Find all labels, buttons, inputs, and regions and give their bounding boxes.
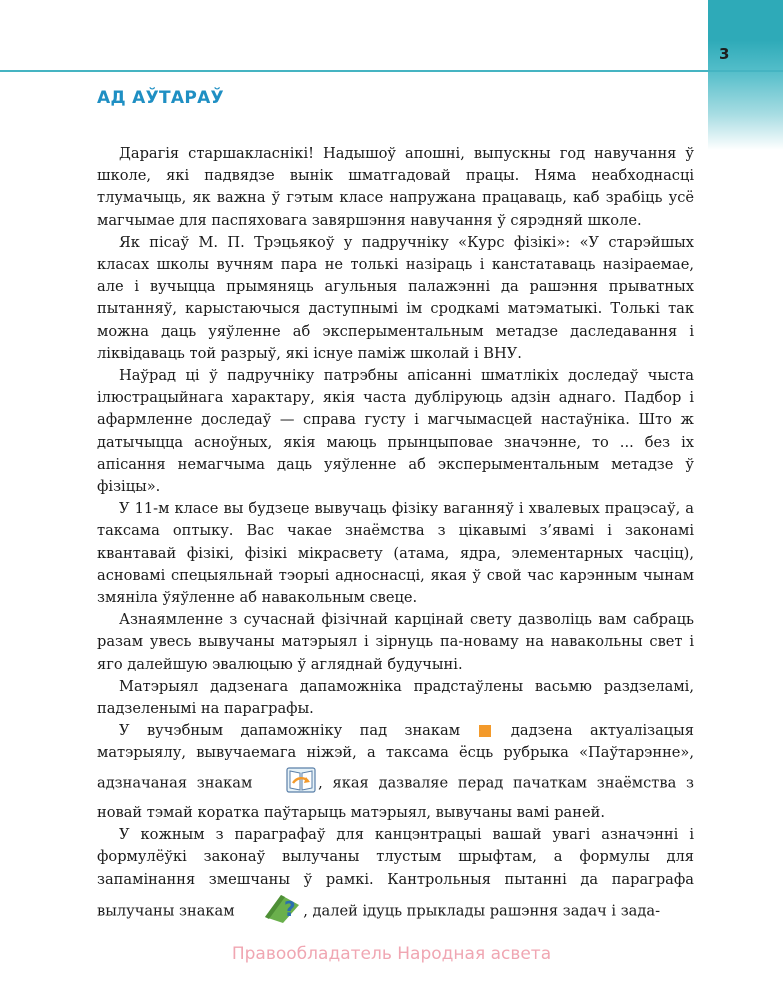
paragraph-4: У 11-м класе вы будзеце вывучаць фізіку ваганняў і хвалевых працэсаў, а таксама оптыку. Вас чакае знаёмства з цікавымі з’явамі і законамі квантавай фізікі, фізікі мікрасвету (атама, ядра, элементарных часціц), асновамі спецыяльнай тэорыі адноснасці, якая ў свой час карэнным чынам змяніла ўяўленне аб навакольным свеце.: [97, 500, 694, 607]
paragraph-7-part-a: У вучэбным дапаможніку пад знакам: [119, 722, 461, 740]
header-rule: [0, 70, 783, 72]
svg-text:?: ?: [284, 896, 296, 921]
page-title: АД АЎТАРАЎ: [97, 88, 224, 108]
book-arrow-icon: [262, 765, 318, 802]
page-number: 3: [719, 45, 730, 63]
paragraph-2: Як пісаў М. П. Трэцьякоў у падручніку «Курс фізікі»: «У старэйшых класах школы вучням пара не толькі назіраць і канстатаваць назіраемае, але і вучыцца прымяняць агульныя палажэнні да рашэння прыватных пытанняў, карыстаючыся даступнымі ім сродкамі матэматыкі. Толькі так можна даць уяўленне аб эксперыментальным метадзе даследавання і ліквідаваць той разрыў, які існуе паміж школай і ВНУ.: [97, 233, 694, 362]
paragraph-1: Дарагія старшакласнікі! Надышоў апошні, выпускны год навучання ў школе, які падвядзе вынік шматгадовай працы. Няма неабходнасці тлумачыць, як важна ў гэтым класе напружана працаваць, каб зрабіць усё магчымае для паспяховага завяршэння навучання ў сярэдняй школе.: [97, 145, 694, 229]
paragraph-6: Матэрыял дадзенага дапаможніка прадстаўлены васьмю раздзеламі, падзеленымі на параграфы.: [97, 677, 694, 718]
paragraph-8-part-a: У кожным з параграфаў для канцэнтрацыі вашай увагі азначэнні і формулёўкі законаў вылучаны тлустым шрыфтам, а формулы для запамінання змешчаны ў рамкі. Кантрольныя пытанні да параграфа вылучаны знакам: [97, 826, 694, 920]
paragraph-8-part-b: , далей ідуць прыклады рашэння задач і зада-: [303, 902, 660, 920]
paragraph-7-part-b: дадзена актуалізацыя матэрыялу, вывучаемага ніжэй, а таксама ёсць рубрыка «Паўтарэнне», адзначаная знакам: [97, 722, 695, 792]
paragraph-8: [97, 824, 694, 932]
corner-tab: [708, 0, 783, 150]
paragraph-7-part-c: , якая дазваляе перад пачаткам знаёмства з новай тэмай коратка паўтарыць матэрыял, вывучаны вамі раней.: [97, 774, 694, 821]
orange-square-icon: [479, 725, 491, 737]
article-body: [97, 143, 694, 932]
paragraph-5: Азнаямленне з сучаснай фізічнай карцінай свету дазволіць вам сабраць разам увесь вывучаны матэрыял і зірнуць па-новаму на навакольны свет і яго далейшую эвалюцыю ў агляднай будучыні.: [97, 611, 694, 673]
copyright-watermark: Правообладатель Народная асвета: [231, 944, 552, 964]
question-mark-icon: [239, 891, 303, 932]
paragraph-3: Наўрад ці ў падручніку патрэбны апісанні шматлікіх доследаў чыста ілюстрацыйнага характару, якія часта дубліруюць адзін аднаго. Падбор і афармленне доследаў — справа густу і магчымасцей настаўніка. Што ж датычыцца асноўных, якія маюць прынцыповае значэнне, то ... без іх апісання немагчыма даць уяўленне аб эксперыментальным метадзе ў фізіцы».: [97, 367, 694, 496]
paragraph-7: [97, 720, 694, 824]
